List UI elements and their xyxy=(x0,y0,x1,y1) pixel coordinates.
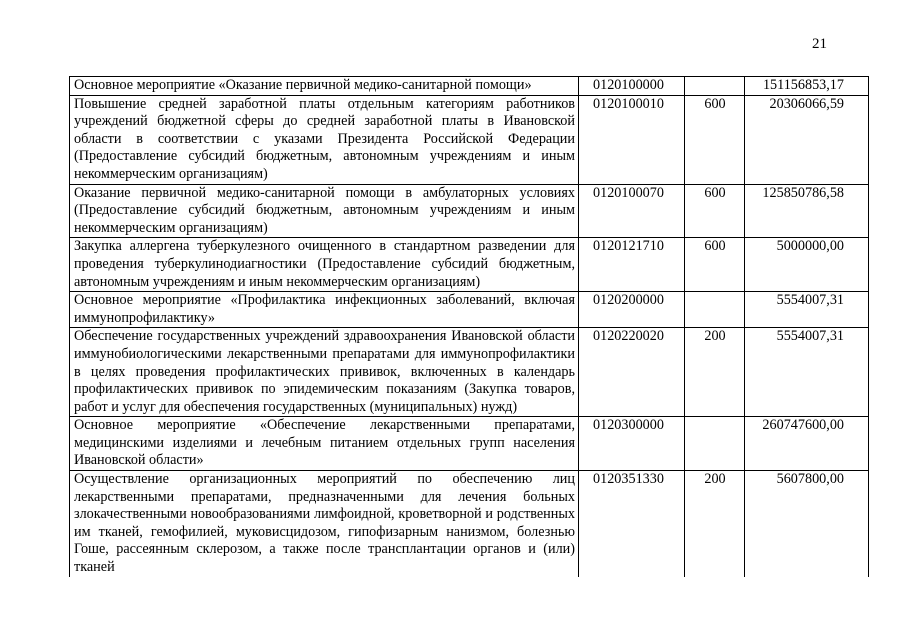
target-code-cell: 0120300000 xyxy=(579,417,685,471)
budget-table xyxy=(69,76,869,577)
row-name-cell: Осуществление организационных мероприятий по обеспечению лиц лекарственными препаратами, предназначенными для лечения больных злокачественными новообразованиями лимфоидной, кроветворной и родственных им тканей, гемофилией, муковисцидозом, гипофизарным нанизмом, болезнью Гоше, рассеянным склерозом, а также после трансплантации органов и (или) тканей xyxy=(70,471,579,577)
target-code-cell: 0120121710 xyxy=(579,238,685,292)
amount-cell: 20306066,59 xyxy=(745,95,869,184)
amount-cell: 151156853,17 xyxy=(745,77,869,96)
row-name-cell: Основное мероприятие «Профилактика инфекционных заболеваний, включая иммунопрофилактику» xyxy=(70,292,579,328)
amount-cell: 5554007,31 xyxy=(745,292,869,328)
row-name-cell: Оказание первичной медико-санитарной помощи в амбулаторных условиях (Предоставление субсидий бюджетным, автономным учреждениям и иным некоммерческим организациям) xyxy=(70,184,579,238)
amount-cell: 5000000,00 xyxy=(745,238,869,292)
table-row xyxy=(70,77,869,96)
expense-type-cell: 200 xyxy=(685,328,745,417)
table-row xyxy=(70,292,869,328)
amount-cell: 125850786,58 xyxy=(745,184,869,238)
page-number: 21 xyxy=(812,36,827,52)
target-code-cell: 0120200000 xyxy=(579,292,685,328)
expense-type-cell: 600 xyxy=(685,95,745,184)
row-name-cell: Основное мероприятие «Оказание первичной медико-санитарной помощи» xyxy=(70,77,579,96)
expense-type-cell: 200 xyxy=(685,471,745,577)
table-row xyxy=(70,328,869,417)
amount-cell: 260747600,00 xyxy=(745,417,869,471)
expense-type-cell: 600 xyxy=(685,238,745,292)
expense-type-cell xyxy=(685,417,745,471)
table-row xyxy=(70,238,869,292)
row-name-cell: Обеспечение государственных учреждений здравоохранения Ивановской области иммунобиологическими лекарственными препаратами для иммунопрофилактики в целях проведения профилактических прививок, включенных в календарь профилактических прививок по эпидемическим показаниям (Закупка товаров, работ и услуг для обеспечения государственных (муниципальных) нужд) xyxy=(70,328,579,417)
amount-cell: 5554007,31 xyxy=(745,328,869,417)
table-row xyxy=(70,95,869,184)
table-row xyxy=(70,184,869,238)
row-name-cell: Основное мероприятие «Обеспечение лекарственными препаратами, медицинскими изделиями и лечебным питанием отдельных групп населения Ивановской области» xyxy=(70,417,579,471)
target-code-cell: 0120351330 xyxy=(579,471,685,577)
target-code-cell: 0120100070 xyxy=(579,184,685,238)
amount-cell: 5607800,00 xyxy=(745,471,869,577)
table-row xyxy=(70,471,869,577)
target-code-cell: 0120220020 xyxy=(579,328,685,417)
table-row xyxy=(70,417,869,471)
target-code-cell: 0120100010 xyxy=(579,95,685,184)
target-code-cell: 0120100000 xyxy=(579,77,685,96)
expense-type-cell: 600 xyxy=(685,184,745,238)
expense-type-cell xyxy=(685,77,745,96)
row-name-cell: Повышение средней заработной платы отдельным категориям работников учреждений бюджетной сферы до средней заработной платы в Ивановской области в соответствии с указами Президента Российской Федерации (Предоставление субсидий бюджетным, автономным учреждениям и иным некоммерческим организациям) xyxy=(70,95,579,184)
row-name-cell: Закупка аллергена туберкулезного очищенного в стандартном разведении для проведения туберкулинодиагностики (Предоставление субсидий бюджетным, автономным учреждениям и иным некоммерческим организациям) xyxy=(70,238,579,292)
expense-type-cell xyxy=(685,292,745,328)
